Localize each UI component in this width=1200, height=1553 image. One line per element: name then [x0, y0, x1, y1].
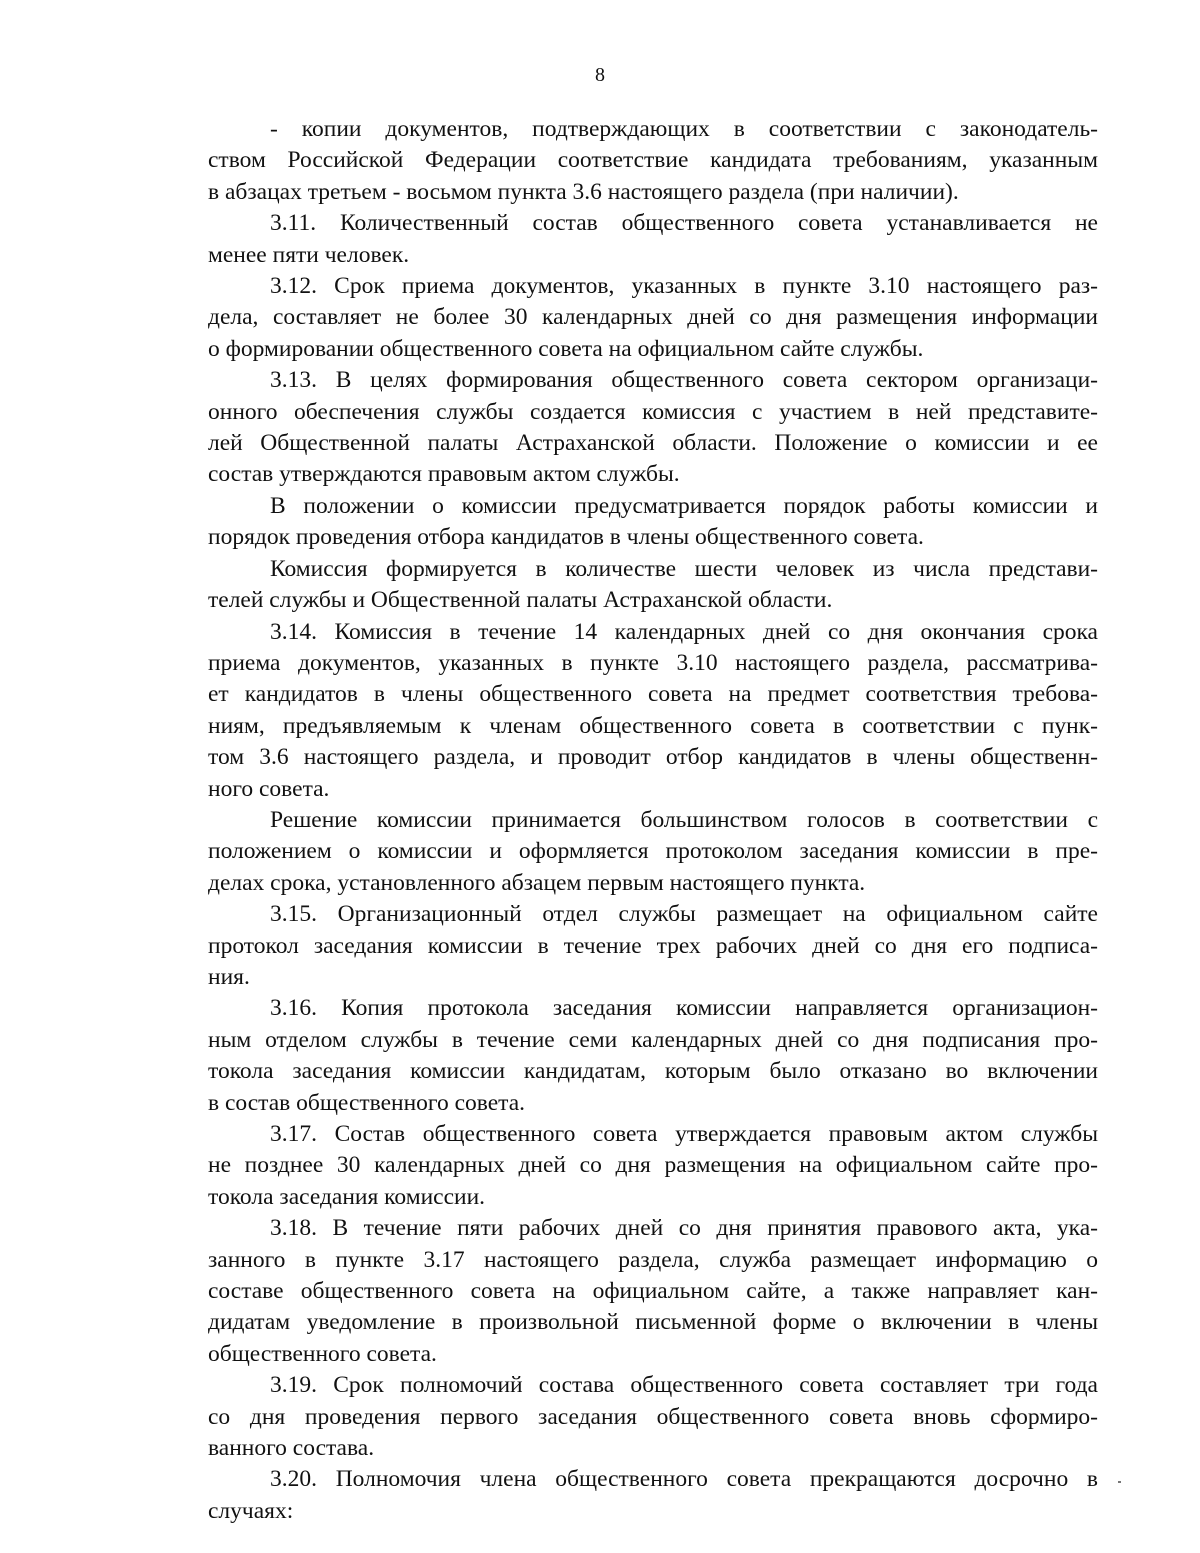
- text-line: 3.19. Срок полномочий состава общественного совета составляет три года: [270, 1372, 1098, 1399]
- text-line: составе общественного совета на официальном сайте, а также направляет кан-: [208, 1278, 1098, 1305]
- text-line: ет кандидатов в члены общественного совета на предмет соответствия требова-: [208, 681, 1098, 708]
- paragraph: [208, 805, 1098, 899]
- text-line: менее пяти человек.: [208, 241, 410, 268]
- text-line: 3.13. В целях формирования общественного совета сектором организаци-: [270, 367, 1098, 394]
- text-line: в состав общественного совета.: [208, 1089, 526, 1116]
- text-line: в абзацах третьем - восьмом пункта 3.6 настоящего раздела (при наличии).: [208, 178, 959, 205]
- text-line: положением о комиссии и оформляется протоколом заседания комиссии в пре-: [208, 838, 1098, 865]
- text-line: 3.15. Организационный отдел службы размещает на официальном сайте: [270, 901, 1098, 928]
- paragraph: [208, 114, 1098, 208]
- paragraph: [208, 1119, 1098, 1213]
- text-line: не позднее 30 календарных дней со дня размещения на официальном сайте про-: [208, 1152, 1098, 1179]
- paragraph: [208, 365, 1098, 491]
- scan-artifact: [1118, 1481, 1121, 1483]
- text-line: В положении о комиссии предусматривается порядок работы комиссии и: [270, 492, 1098, 519]
- text-line: 3.17. Состав общественного совета утверждается правовым актом службы: [270, 1121, 1098, 1147]
- text-line: том 3.6 настоящего раздела, и проводит отбор кандидатов в члены общественн-: [208, 744, 1098, 771]
- text-line: 3.18. В течение пяти рабочих дней со дня принятия правового акта, ука-: [270, 1215, 1098, 1242]
- text-line: дидатам уведомление в произвольной письменной форме о включении в члены: [208, 1309, 1098, 1336]
- text-line: лей Общественной палаты Астраханской области. Положение о комиссии и ее: [208, 430, 1098, 457]
- text-line: порядок проведения отбора кандидатов в члены общественного совета.: [208, 524, 924, 551]
- text-line: приема документов, указанных в пункте 3.10 настоящего раздела, рассматрива-: [208, 649, 1098, 676]
- paragraph: [208, 1464, 1098, 1527]
- text-line: 3.14. Комиссия в течение 14 календарных дней со дня окончания срока: [270, 618, 1098, 645]
- text-line: со дня проведения первого заседания общественного совета вновь сформиро-: [208, 1403, 1098, 1430]
- text-line: 3.12. Срок приема документов, указанных в пункте 3.10 настоящего раз-: [270, 273, 1098, 300]
- paragraph: [208, 1370, 1098, 1464]
- text-line: о формировании общественного совета на официальном сайте службы.: [208, 335, 924, 362]
- text-line: случаях:: [208, 1497, 294, 1524]
- text-line: телей службы и Общественной палаты Астраханской области.: [208, 587, 833, 614]
- text-line: Комиссия формируется в количестве шести человек из числа представи-: [270, 555, 1098, 582]
- page-number: 8: [595, 64, 605, 86]
- text-line: токола заседания комиссии.: [208, 1183, 486, 1210]
- paragraph: [208, 554, 1098, 617]
- text-line: ния.: [208, 963, 250, 990]
- paragraph: [208, 993, 1098, 1119]
- text-line: ного совета.: [208, 775, 330, 802]
- text-line: занного в пункте 3.17 настоящего раздела, служба размещает информацию о: [208, 1246, 1098, 1273]
- paragraph: [208, 491, 1098, 554]
- text-line: Решение комиссии принимается большинством голосов в соответствии с: [270, 806, 1098, 833]
- paragraph: [208, 271, 1098, 365]
- text-line: протокол заседания комиссии в течение трех рабочих дней со дня его подписа-: [208, 932, 1098, 959]
- text-line: ным отделом службы в течение семи календарных дней со дня подписания про-: [208, 1026, 1098, 1053]
- paragraph: [208, 899, 1098, 993]
- text-line: токола заседания комиссии кандидатам, которым было отказано во включении: [208, 1058, 1098, 1085]
- text-line: 3.20. Полномочия члена общественного совета прекращаются досрочно в: [270, 1466, 1098, 1493]
- text-line: ниям, предъявляемым к членам общественного совета в соответствии с пунк-: [208, 712, 1098, 739]
- text-line: состав утверждаются правовым актом службы.: [208, 461, 680, 488]
- text-line: делах срока, установленного абзацем первым настоящего пункта.: [208, 869, 866, 896]
- paragraph: [208, 617, 1098, 805]
- text-line: онного обеспечения службы создается комиссия с участием в ней представите-: [208, 398, 1098, 425]
- paragraph: [208, 208, 1098, 271]
- text-line: ством Российской Федерации соответствие кандидата требованиям, указанным: [208, 147, 1098, 174]
- text-line: общественного совета.: [208, 1340, 437, 1367]
- text-line: ванного состава.: [208, 1435, 375, 1462]
- paragraph: [208, 1213, 1098, 1370]
- text-line: 3.11. Количественный состав общественного совета устанавливается не: [270, 210, 1098, 237]
- document-body: [208, 114, 1098, 1527]
- text-line: дела, составляет не более 30 календарных дней со дня размещения информации: [208, 304, 1098, 331]
- text-line: - копии документов, подтверждающих в соответствии с законодатель-: [270, 116, 1098, 142]
- text-line: 3.16. Копия протокола заседания комиссии направляется организацион-: [270, 995, 1098, 1022]
